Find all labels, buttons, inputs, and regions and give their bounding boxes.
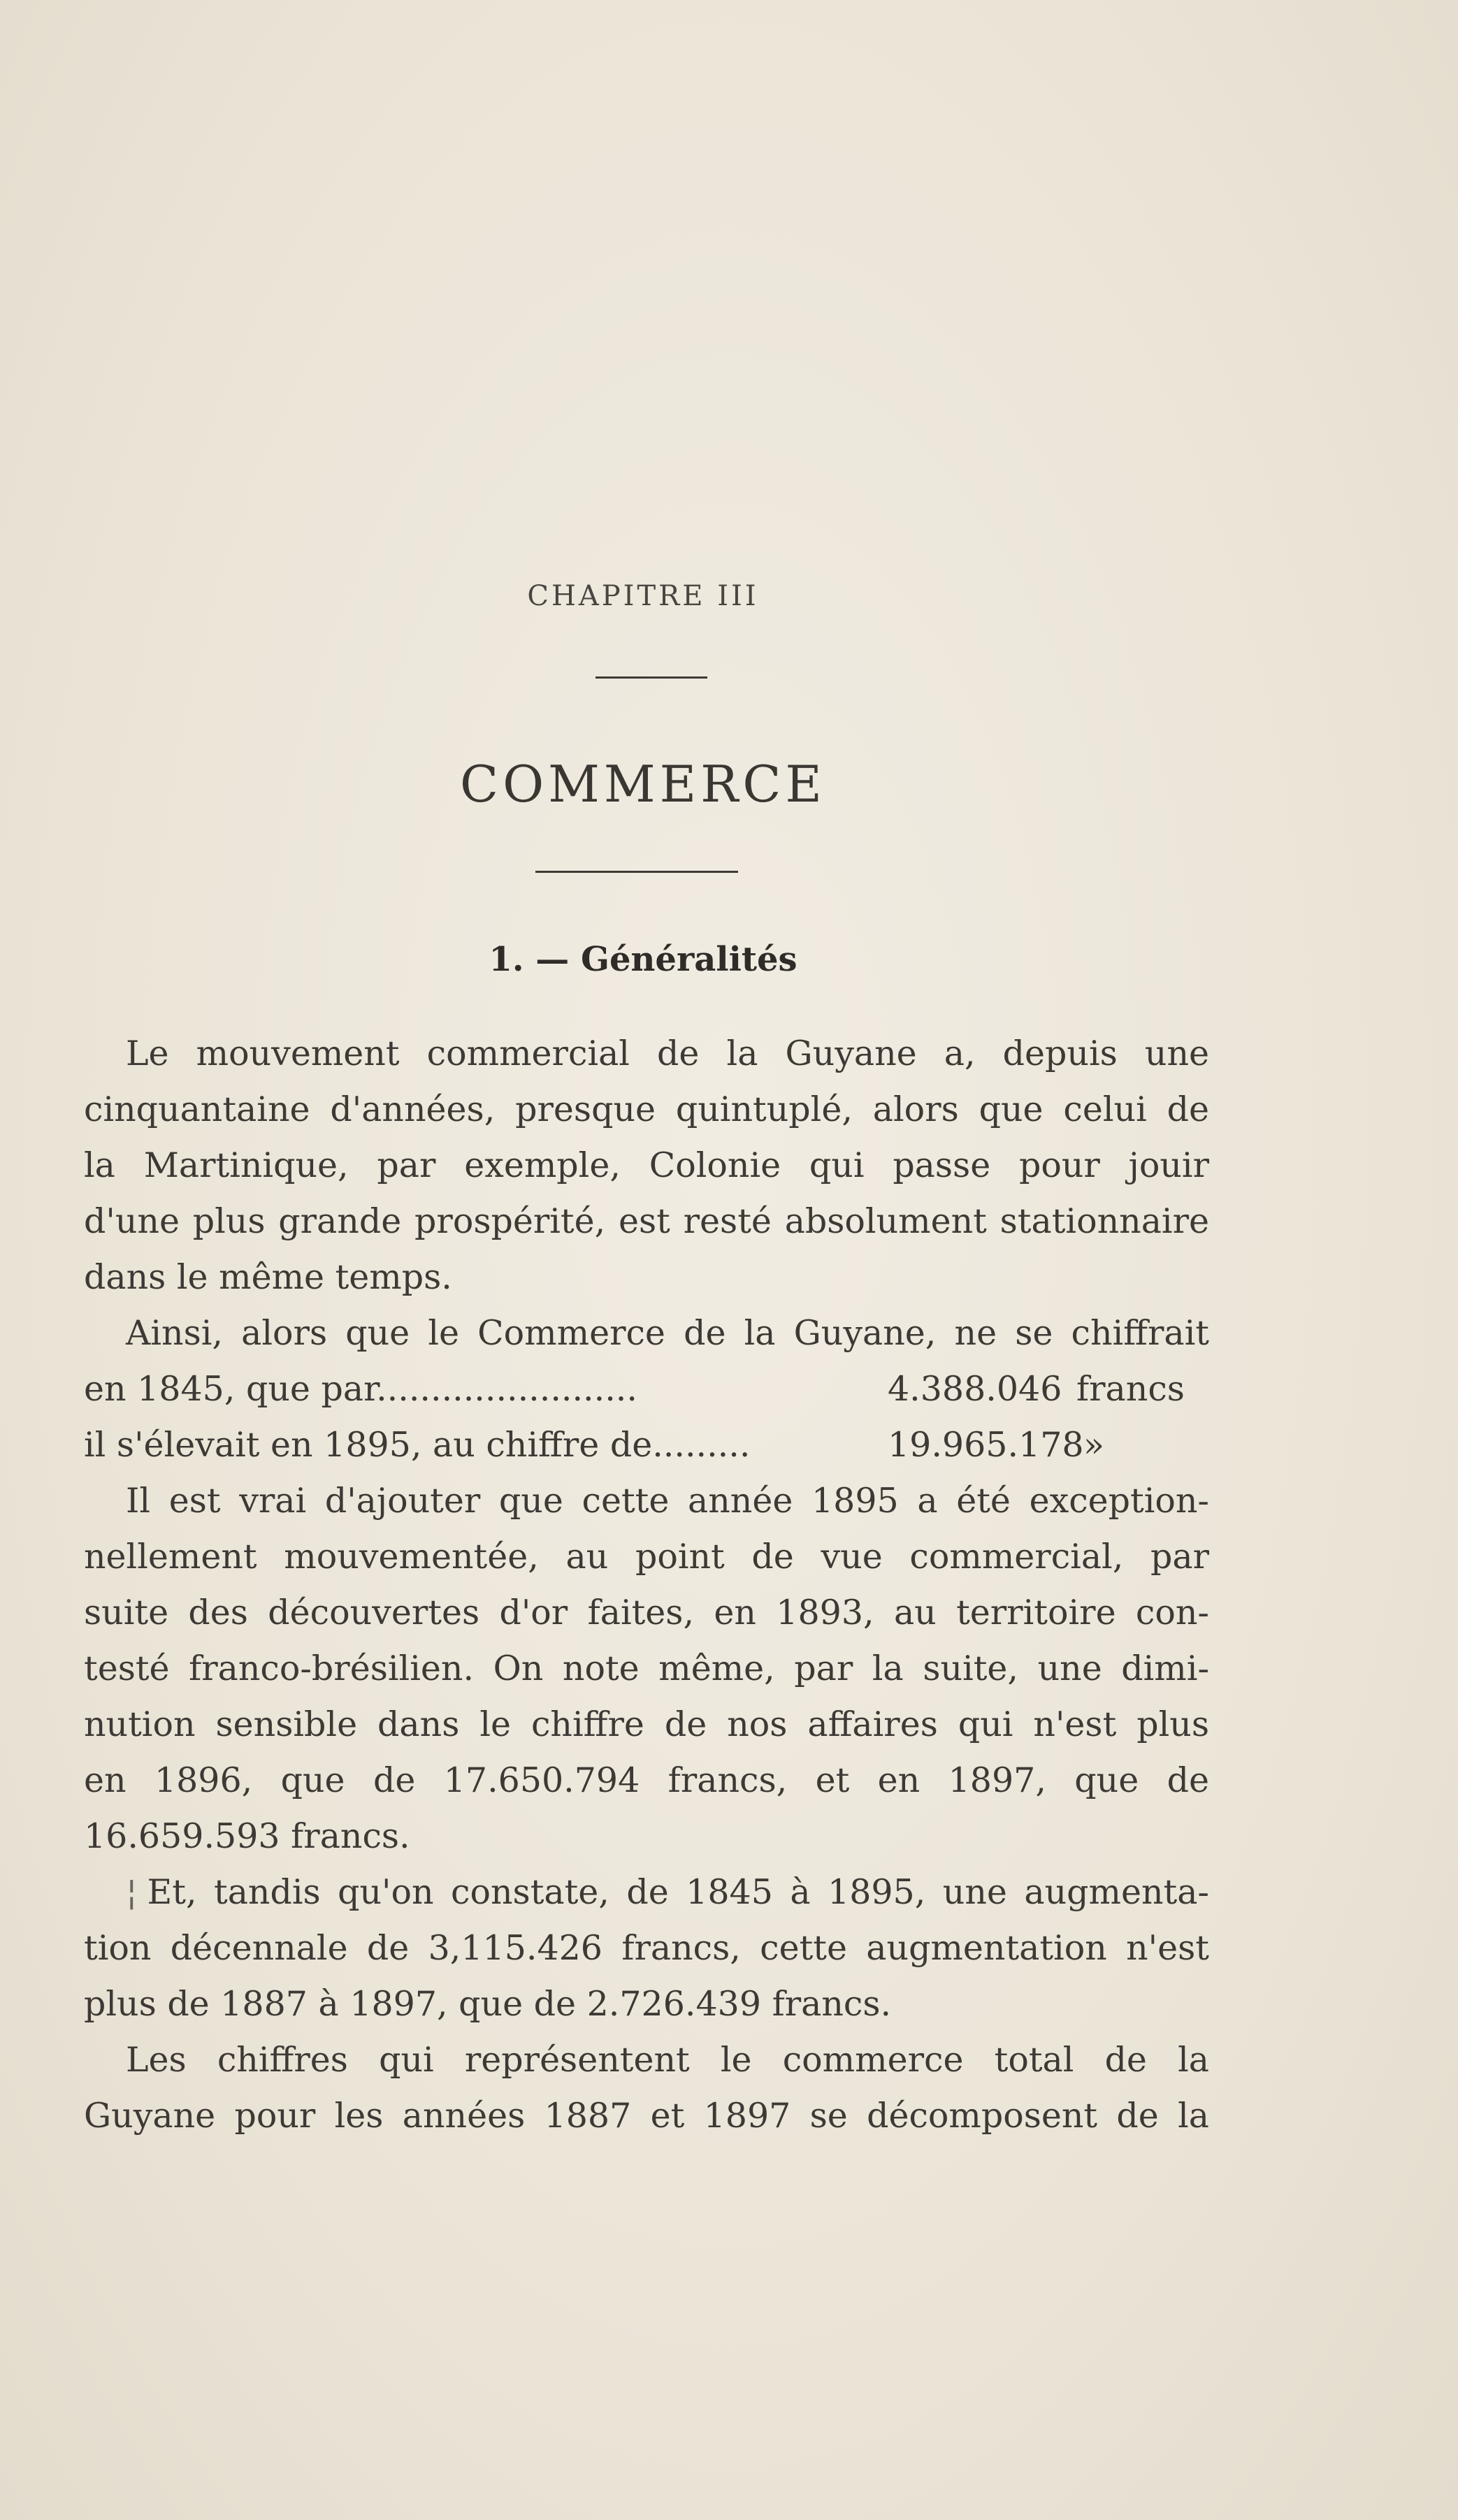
paragraph-line: 16.659.593 francs. <box>84 1816 410 1856</box>
paragraph-line: ¦ Et, tandis qu'on constate, de 1845 à 1895, une augmenta- <box>126 1872 1209 1912</box>
row-unit: » <box>1083 1425 1104 1465</box>
paragraph-line: en 1896, que de 17.650.794 francs, et en 1897, que de <box>84 1760 1209 1800</box>
paragraph-line: cinquantaine d'années, presque quintuplé, alors que celui de <box>84 1089 1209 1129</box>
paragraph-line: Le mouvement commercial de la Guyane a, depuis une <box>126 1034 1209 1073</box>
row-label: il s'élevait en 1895, au chiffre de......... <box>84 1425 751 1465</box>
section-heading <box>0 940 1286 979</box>
figure-row-1845 <box>84 1361 1209 1417</box>
paragraph-line: nellement mouvementée, au point de vue commercial, par <box>84 1537 1209 1577</box>
section-dash: — <box>535 940 570 979</box>
section-title: Généralités <box>580 940 797 979</box>
chapter-heading: CHAPITRE III <box>527 580 759 612</box>
paragraph-line: Les chiffres qui représentent le commerce total de la <box>126 2040 1209 2080</box>
paragraph-line: Ainsi, alors que le Commerce de la Guyane, ne se chiffrait <box>126 1313 1209 1353</box>
paragraph-line: la Martinique, par exemple, Colonie qui passe pour jouir <box>84 1145 1209 1185</box>
rule-top <box>596 676 707 679</box>
paragraph-line: tion décennale de 3,115.426 francs, cette augmentation n'est <box>84 1928 1209 1968</box>
margin-mark: ¦ <box>126 1872 138 1912</box>
paragraph-line: suite des découvertes d'or faites, en 1893, au territoire con- <box>84 1593 1209 1632</box>
paragraph-line: plus de 1887 à 1897, que de 2.726.439 francs. <box>84 1984 892 2024</box>
row-value: 19.965.178 <box>888 1425 1084 1465</box>
rule-bottom <box>535 871 738 873</box>
paragraph-line: Il est vrai d'ajouter que cette année 1895 a été exception- <box>126 1481 1209 1521</box>
figure-row-1895 <box>84 1417 1209 1473</box>
row-value: 4.388.046 <box>888 1369 1062 1409</box>
paragraph-line: d'une plus grande prospérité, est resté absolument stationnaire <box>84 1201 1209 1241</box>
body-text <box>84 1026 1209 2144</box>
section-number: 1. <box>489 940 524 979</box>
paragraph-line: Guyane pour les années 1887 et 1897 se décomposent de la <box>84 2096 1209 2136</box>
row-unit: francs <box>1076 1369 1185 1409</box>
paragraph-line: testé franco-brésilien. On note même, par la suite, une dimi- <box>84 1649 1209 1688</box>
paragraph-line: nution sensible dans le chiffre de nos affaires qui n'est plus <box>84 1704 1209 1744</box>
page-title: COMMERCE <box>460 755 826 813</box>
row-label: en 1845, que par........................ <box>84 1369 637 1409</box>
paragraph-line: dans le même temps. <box>84 1257 452 1297</box>
